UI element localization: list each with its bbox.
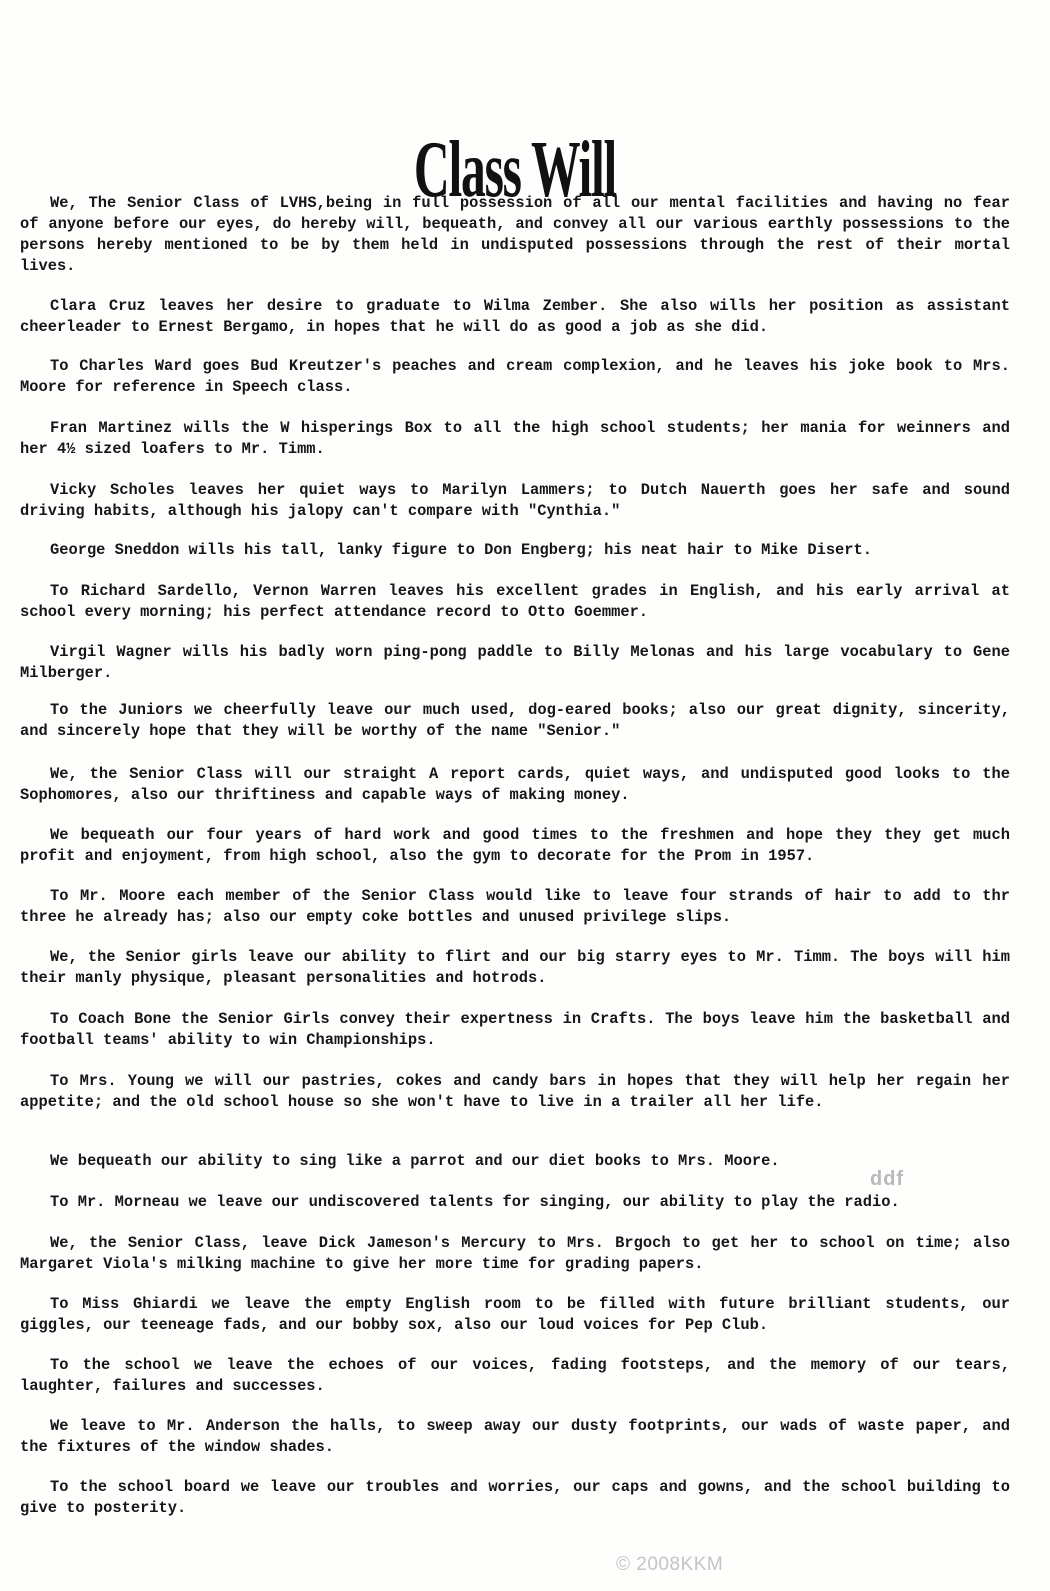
paragraph-mr-anderson: We leave to Mr. Anderson the halls, to sweep away our dusty footprints, our wads of waste paper, and the fixtures of the window shades. [20, 1417, 1010, 1456]
paragraph-miss-ghiardi: To Miss Ghiardi we leave the empty English room to be filled with future brilliant students, our giggles, our teeneage fads, and our bobby sox, also our loud voices for Pep Club. [20, 1295, 1010, 1334]
paragraph-fran-martinez: Fran Martinez wills the W hisperings Box to all the high school students; her mania for weinners and her 4½ sized loafers to Mr. Timm. [20, 419, 1010, 458]
paragraph-preamble: We, The Senior Class of LVHS,being in full possession of all our mental facilities and having no fear of anyone before our eyes, do hereby will, bequeath, and convey all our various earthly possessions to the persons hereby mentioned to be by them held in undisputed possessions through the rest of their mortal lives. [20, 194, 1010, 275]
paragraph-juniors: To the Juniors we cheerfully leave our much used, dog-eared books; also our great dignity, sincerity, and sincerely hope that they will be worthy of the name "Senior." [20, 701, 1010, 740]
paragraph-mrs-brgoch: We, the Senior Class, leave Dick Jameson's Mercury to Mrs. Brgoch to get her to school on time; also Margaret Viola's milking machine to give her more time for grading papers. [20, 1234, 1010, 1273]
paragraph-clara-cruz: Clara Cruz leaves her desire to graduate to Wilma Zember. She also wills her position as assistant cheerleader to Ernest Bergamo, in hopes that he will do as good a job as she did. [20, 297, 1010, 336]
paragraph-mrs-young: To Mrs. Young we will our pastries, cokes and candy bars in hopes that they will help her regain her appetite; and the old school house so she won't have to live in a trailer all her life. [20, 1072, 1010, 1111]
paragraph-george-sneddon: George Sneddon wills his tall, lanky figure to Don Engberg; his neat hair to Mike Disert. [50, 541, 872, 559]
paragraph-richard-sardello: To Richard Sardello, Vernon Warren leaves his excellent grades in English, and his early arrival at school every morning; his perfect attendance record to Otto Goemmer. [20, 582, 1010, 621]
copyright-watermark: © 2008KKM [616, 1554, 724, 1575]
page-title: Class Will [413, 125, 617, 214]
paragraph-mr-morneau: To Mr. Morneau we leave our undiscovered talents for singing, our ability to play the radio. [50, 1193, 900, 1211]
paragraph-mr-moore: To Mr. Moore each member of the Senior Class would like to leave four strands of hair to add to thr three he already has; also our empty coke bottles and unused privilege slips. [20, 887, 1010, 926]
paragraph-school: To the school we leave the echoes of our voices, fading footsteps, and the memory of our tears, laughter, failures and successes. [20, 1356, 1010, 1395]
paragraph-school-board: To the school board we leave our troubles and worries, our caps and gowns, and the school building to give to posterity. [20, 1478, 1010, 1517]
paragraph-senior-girls: We, the Senior girls leave our ability to flirt and our big starry eyes to Mr. Timm. The boys will him their manly physique, pleasant personalities and hotrods. [20, 948, 1010, 987]
paragraph-parrot: We bequeath our ability to sing like a parrot and our diet books to Mrs. Moore. [50, 1152, 780, 1170]
paragraph-coach-bone: To Coach Bone the Senior Girls convey their expertness in Crafts. The boys leave him the basketball and football teams' ability to win Championships. [20, 1010, 1010, 1049]
paragraph-charles-ward: To Charles Ward goes Bud Kreutzer's peaches and cream complexion, and he leaves his joke book to Mrs. Moore for reference in Speech class. [20, 357, 1010, 396]
paragraph-vicky-scholes: Vicky Scholes leaves her quiet ways to Marilyn Lammers; to Dutch Nauerth goes her safe and sound driving habits, although his jalopy can't compare with "Cynthia." [20, 481, 1010, 520]
paragraph-virgil-wagner: Virgil Wagner wills his badly worn ping-pong paddle to Billy Melonas and his large vocabulary to Gene Milberger. [20, 643, 1010, 682]
paragraph-sophomores: We, the Senior Class will our straight A report cards, quiet ways, and undisputed good looks to the Sophomores, also our thriftiness and capable ways of making money. [20, 765, 1010, 804]
paragraph-freshmen: We bequeath our four years of hard work and good times to the freshmen and hope they they get much profit and enjoyment, from high school, also the gym to decorate for the Prom in 1957. [20, 826, 1010, 865]
initials-watermark: ddf [870, 1168, 905, 1190]
